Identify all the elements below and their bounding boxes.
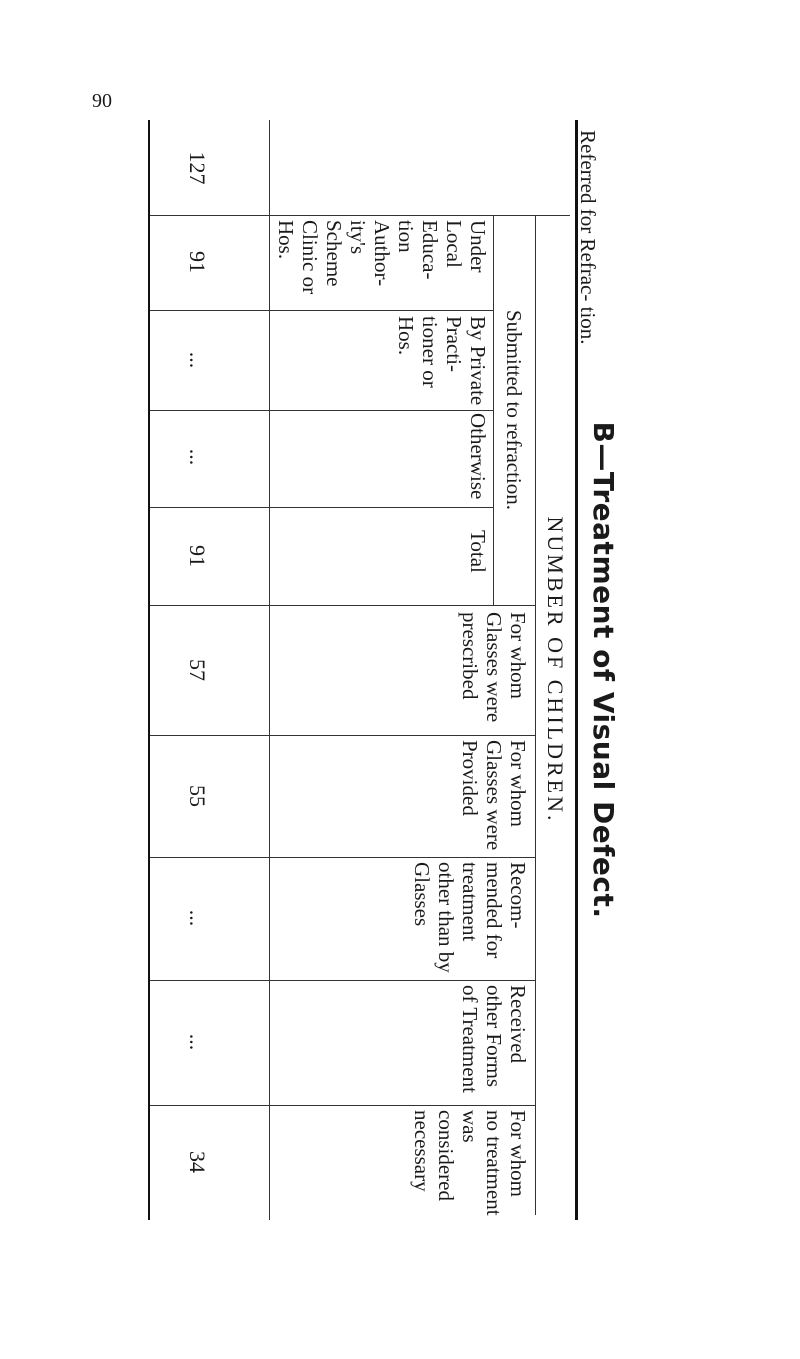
column-divider: [150, 1105, 536, 1106]
column-divider: [150, 980, 536, 981]
bottom-rule: [148, 120, 150, 1220]
band-heading: NUMBER OF CHILDREN.: [543, 516, 568, 824]
column-divider: [150, 310, 494, 311]
value-private: ...: [185, 351, 210, 369]
column-divider: [150, 507, 494, 508]
value-recommended: ...: [185, 909, 210, 927]
header-local-scheme: Under Local Educa- tion Author- ity's Scheme Clinic or Hos.: [274, 220, 490, 295]
column-divider: [150, 215, 570, 216]
header-private: By Private Practi- tioner or Hos.: [394, 316, 490, 406]
rotated-table: [110, 120, 620, 1220]
page-title: B—Treatment of Visual Defect.: [587, 421, 620, 919]
value-received: ...: [185, 1033, 210, 1051]
column-divider: [150, 605, 536, 606]
column-divider: [150, 857, 536, 858]
value-total: 91: [185, 545, 210, 567]
header-referred: Referred for Refrac- tion.: [576, 130, 600, 345]
header-received: Received other Forms of Treatment: [458, 985, 530, 1093]
value-no-treatment: 34: [185, 1151, 210, 1173]
header-rule: [269, 120, 270, 1220]
column-divider: [150, 410, 494, 411]
header-total: Total: [466, 530, 490, 573]
column-divider: [150, 735, 536, 736]
value-referred: 127: [185, 151, 210, 185]
header-recommended: Recom- mended for treatment other than by Glasses: [410, 862, 530, 973]
value-glasses-prescribed: 57: [185, 659, 210, 681]
band-rule: [535, 215, 536, 1215]
page-number: 90: [92, 90, 112, 112]
value-glasses-provided: 55: [185, 785, 210, 807]
value-local-scheme: 91: [185, 251, 210, 273]
submitted-heading: Submitted to refraction.: [502, 309, 526, 511]
value-otherwise: ...: [185, 448, 210, 466]
header-otherwise: Otherwise: [466, 413, 490, 500]
header-glasses-prescribed: For whom Glasses were prescribed: [458, 612, 530, 723]
header-glasses-provided: For whom Glasses were Provided: [458, 740, 530, 851]
header-no-treatment: For whom no treatment was considered necessary: [410, 1110, 530, 1216]
